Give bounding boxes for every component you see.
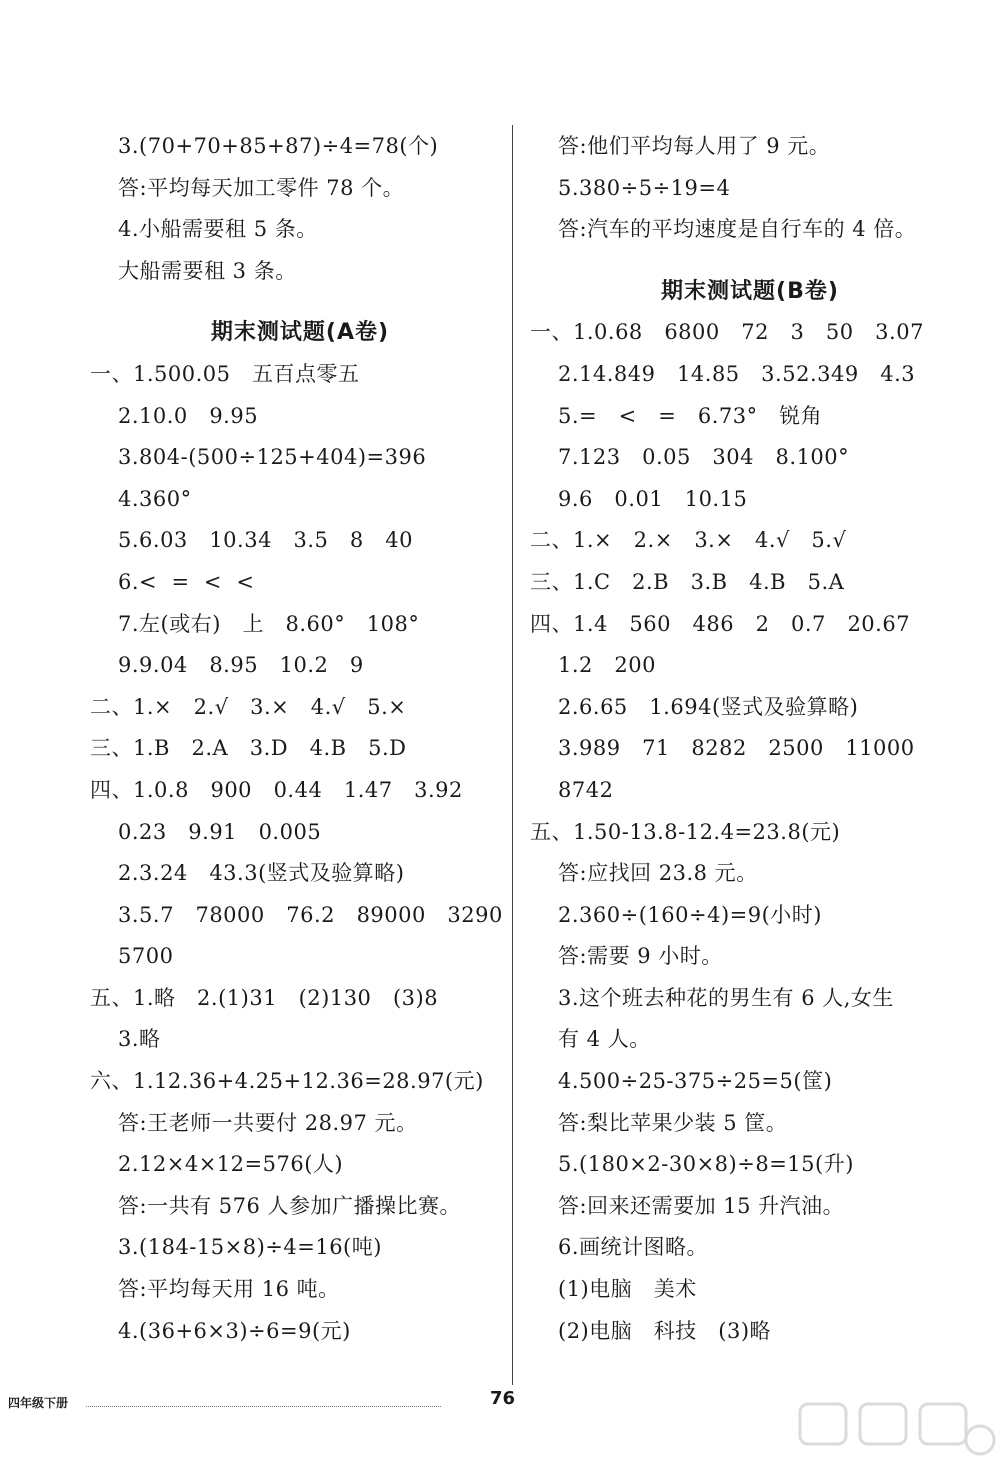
text-line: 五、1.50-13.8-12.4=23.8(元) <box>530 819 841 844</box>
text-line: 3.989 71 8282 2500 11000 <box>558 736 915 761</box>
text-line: 2.3.24 43.3(竖式及验算略) <box>118 861 405 886</box>
text-line: 3.(184-15×8)÷4=16(吨) <box>118 1235 382 1260</box>
column-divider <box>512 125 513 1385</box>
text-line: 答:汽车的平均速度是自行车的 4 倍。 <box>558 217 917 242</box>
text-line: 4.小船需要租 5 条。 <box>118 217 318 242</box>
text-line: (1)电脑 美术 <box>558 1277 697 1302</box>
text-line: 3.804-(500÷125+404)=396 <box>118 445 427 470</box>
text-line: 1.2 200 <box>558 653 657 678</box>
text-line: 三、1.C 2.B 3.B 4.B 5.A <box>530 569 845 594</box>
text-line: 有 4 人。 <box>558 1027 651 1052</box>
text-line: (2)电脑 科技 (3)略 <box>558 1318 772 1343</box>
text-line: 大船需要租 3 条。 <box>118 258 297 283</box>
right-column <box>530 126 970 1352</box>
text-line: 三、1.B 2.A 3.D 4.B 5.D <box>90 736 407 761</box>
text-line: 3.5.7 78000 76.2 89000 3290 <box>118 902 503 927</box>
text-line: 7.左(或右) 上 8.60° 108° <box>118 611 420 636</box>
text-line: 一、1.500.05 五百点零五 <box>90 361 360 386</box>
text-line: 6.< = < < <box>118 569 255 594</box>
text-line: 4.500÷25-375÷25=5(筐) <box>558 1069 833 1094</box>
text-line: 答:回来还需要加 15 升汽油。 <box>558 1193 845 1218</box>
text-line: 答:平均每天加工零件 78 个。 <box>118 175 405 200</box>
text-line: 二、1.× 2.√ 3.× 4.√ 5.× <box>90 694 407 719</box>
text-line: 6.画统计图略。 <box>558 1235 709 1260</box>
text-line: 5.(180×2-30×8)÷8=15(升) <box>558 1152 854 1177</box>
text-line: 一、1.0.68 6800 72 3 50 3.07 <box>530 320 924 345</box>
text-line: 答:王老师一共要付 28.97 元。 <box>118 1110 418 1135</box>
text-line: 5.380÷5÷19=4 <box>558 175 731 200</box>
text-line: 2.14.849 14.85 3.52.349 4.3 <box>558 361 916 386</box>
footer-dotted-rule <box>86 1406 441 1407</box>
text-line: 8742 <box>558 777 614 802</box>
text-line: 答:平均每天用 16 吨。 <box>118 1277 340 1302</box>
text-line: 2.10.0 9.95 <box>118 403 259 428</box>
text-line: 2.360÷(160÷4)=9(小时) <box>558 902 822 927</box>
text-line: 2.12×4×12=576(人) <box>118 1152 344 1177</box>
text-line: 2.6.65 1.694(竖式及验算略) <box>558 694 859 719</box>
text-line: 答:应找回 23.8 元。 <box>558 861 758 886</box>
grade-label: 四年级下册 <box>8 1396 69 1410</box>
text-line: 四、1.4 560 486 2 0.7 20.67 <box>530 611 911 636</box>
text-line: 四、1.0.8 900 0.44 1.47 3.92 <box>90 777 463 802</box>
text-line: 4.360° <box>118 486 192 511</box>
text-line: 答:梨比苹果少装 5 筐。 <box>558 1110 788 1135</box>
text-line: 答:一共有 576 人参加广播操比赛。 <box>118 1193 462 1218</box>
text-line: 二、1.× 2.× 3.× 4.√ 5.√ <box>530 528 847 553</box>
text-line: 答:他们平均每人用了 9 元。 <box>558 134 831 158</box>
text-line: 9.9.04 8.95 10.2 9 <box>118 653 364 678</box>
watermark-logo-icon <box>790 1400 1000 1460</box>
section-heading-a: 期末测试题(A卷) <box>210 320 390 346</box>
text-line: 0.23 9.91 0.005 <box>118 819 322 844</box>
text-line: 5700 <box>118 944 174 969</box>
text-line: 5.= < = 6.73° 锐角 <box>558 403 823 428</box>
text-line: 答:需要 9 小时。 <box>558 944 723 969</box>
text-line: 5.6.03 10.34 3.5 8 40 <box>118 528 413 553</box>
text-line: 3.这个班去种花的男生有 6 人,女生 <box>558 985 894 1010</box>
text-line: 9.6 0.01 10.15 <box>558 486 748 511</box>
text-line: 4.(36+6×3)÷6=9(元) <box>118 1318 351 1343</box>
text-line: 五、1.略 2.(1)31 (2)130 (3)8 <box>90 985 439 1010</box>
section-heading-b: 期末测试题(B卷) <box>661 278 839 304</box>
text-line: 3.略 <box>118 1027 161 1052</box>
text-line: 3.(70+70+85+87)÷4=78(个) <box>118 134 439 158</box>
text-line: 六、1.12.36+4.25+12.36=28.97(元) <box>90 1069 484 1094</box>
page-number: 76 <box>490 1388 516 1409</box>
text-line: 7.123 0.05 304 8.100° <box>558 445 850 470</box>
left-column <box>90 126 510 1352</box>
